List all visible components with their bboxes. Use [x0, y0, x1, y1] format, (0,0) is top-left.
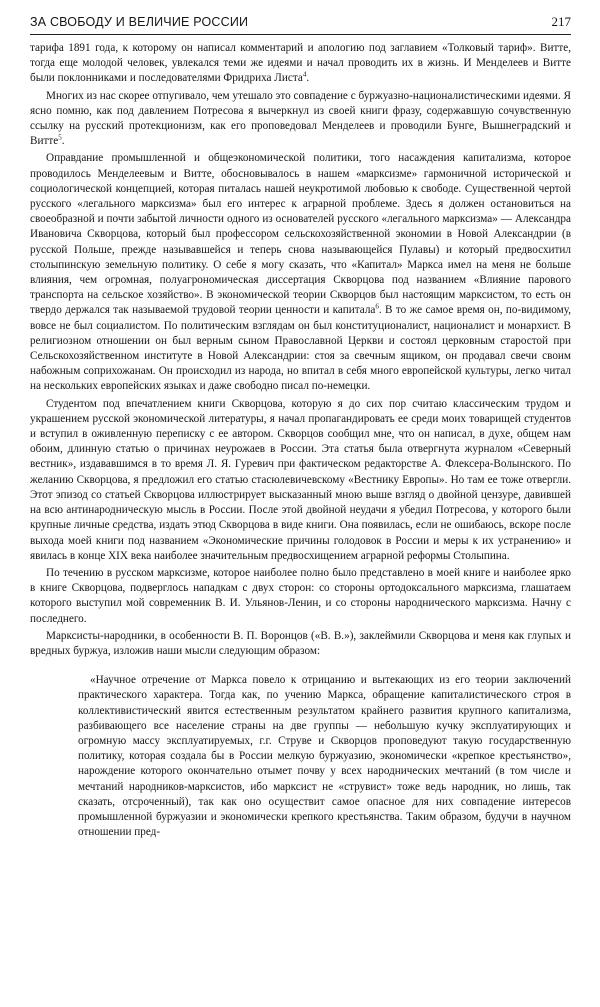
paragraph-6	[30, 629, 571, 659]
book-page	[30, 14, 571, 840]
footnote-ref: 4	[302, 70, 307, 79]
paragraph-tail: . В то же самое время он, по-видимому, вовсе не был социалистом. По политическим взглядам он был конституционалист, националист и монархист. В религиозном отношении он был верным сыном Православной Церкви и состоял церковным старостой при Сельскохозяйственном институте в Новой Александрии: стоя за свечным ящиком, он продавал свечи своим набожным соприхожанам. Он происходил из народа, но впитал в себя много европейской культуры, легко читал на нескольких европейских языках и даже свободно писал по-немецки.	[30, 304, 572, 393]
paragraph-tail: .	[61, 135, 65, 148]
page-number: 217	[551, 14, 571, 29]
paragraph-text: Оправдание промышленной и общеэкономической политики, того насаждения капитализма, которое проводилось Менделеевым и Витте, обосновывалось в нашем «марксизме» гармоничной исторической и социологической концепцией, которая питалась нашей неукротимой любовью к свободе. Существенной чертой русского «легального марксизма» был его интерес к аграрной проблеме. Здесь я должен остановиться на своеобразной и почти забытой личности одного из основателей русского «легального марксизма» — Александра Ивановича Скворцова, который был профессором сельскохозяйственной экономии в Новой Александрии (в русской Польше, прежде называвшейся и теперь снова называющейся Пулавы) и который предвосхитил столыпинскую земельную политику. О себе я могу сказать, что «Капитал» Маркса имел на меня не больше влияния, чем огромная, полуагрономическая диссертация Скворцова под названием «Влияние парового транспорта на сельское хозяйство». В экономической теории Скворцов был настоящим марксистом, то есть он твердо держался так называемой трудовой теории ценности и капитала	[30, 152, 571, 317]
paragraph-1	[30, 41, 571, 87]
footnote-ref: 5	[58, 133, 62, 142]
paragraph-text: Многих из нас скорее отпугивало, чем утешало это совпадение с буржуазно-националистическими идеями. Я ясно помню, как под давлением Потресова я вычеркнул из своей книги фразу, содержавшую сочувственную ссылку на русский протекционизм, как его проповедовал Менделеев и проводили Бунге, Вышнеградский и Витте	[30, 89, 571, 148]
running-title: ЗА СВОБОДУ И ВЕЛИЧИЕ РОССИИ	[30, 15, 249, 29]
paragraph-4	[30, 397, 571, 564]
footnote-ref: 6	[375, 302, 379, 311]
paragraph-3	[30, 151, 571, 394]
block-quote: «Научное отречение от Маркса повело к отрицанию и вытекающих из его теории заключений практического характера. Тогда как, по учению Маркса, обращение капиталистического строя в коллективистический явится естественным результатом крайнего развития крупного капитализма, разбивающего все население страны на две группы — небольшую кучку эксплуатирующих и огромную массу эксплуатируемых, г.г. Струве и Скворцов проповедуют такую государственную политику, которая создала бы в России мелкую буржуазию, экономически «крепкое крестьянство», нарождение которого окончательно отымет почву у всех народнических мечтаний (в том числе и мечтаний народников-марксистов, ибо марксист не «струвист» тоже ведь народник, но лишь, так сказать, отсроченный), так как оно осуществит самое опасное для них совпадение интересов промышленной буржуазии и экономически крепкого крестьянства. Таким образом, будучи в научном отношении пред-	[78, 674, 571, 839]
paragraph-2	[30, 89, 571, 150]
paragraph-text: тарифа 1891 года, к которому он написал комментарий и апологию под заглавием «Толковый тариф». Витте, тогда еще молодой человек, увлекался теми же идеями и начал проводить их в жизнь. И Менделеев и Витте были поклонниками и последователями Фридриха Листа	[30, 42, 571, 85]
page-header	[30, 14, 571, 35]
paragraph-text: Студентом под впечатлением книги Скворцова, которую я до сих пор считаю классическим трудом и украшением русской экономической литературы, я начал пропагандировать ее среди моих товарищей студентов и вступил в оживленную переписку с ее автором. Скворцов сообщил мне, что он написал, в духе, общем нам обоим, длинную статью о причинах неурожаев в России. Эта статья была отвергнута журналом «Северный вестник», издававшимся в то время Л. Я. Гуревич при фактическом редакторстве А. Флексера-Волынского. По желанию Скворцова, я предложил его статью стасюлевичевскому «Вестнику Европы». Но там ее тоже отвергли. Этот эпизод со статьей Скворцова иллюстрирует высказанный мною выше взгляд о двойной цензуре, давившей на всю антинародническую мысль в России. После этой двойной неудачи я убедил Потресова, у которого были крупные личные средства, издать этюд Скворцова в виде книги. Она появилась, если не ошибаюсь, вскоре после выхода моей книги под названием «Экономические причины голодовок в России и меры к их устранению» и явилась в конце XIX века наиболее значительным предвосхищением аграрной реформы Столыпина.	[30, 397, 571, 562]
paragraph-5	[30, 566, 571, 627]
paragraph-text: Марксисты-народники, в особенности В. П. Воронцов («В. В.»), заклеймили Скворцова и меня как глупых и вредных буржуа, изложив наши мысли следующим образом:	[30, 629, 571, 657]
paragraph-tail: .	[306, 72, 310, 85]
paragraph-text: По течению в русском марксизме, которое наиболее полно было представлено в моей книге и наиболее ярко в книге Скворцова, подверглось нападкам с двух сторон: со стороны ортодоксального марксизма, глашатаем которого выступил мой современник В. И. Ульянов-Ленин, и со стороны народнического марксизма. Начну с последнего.	[30, 566, 571, 625]
